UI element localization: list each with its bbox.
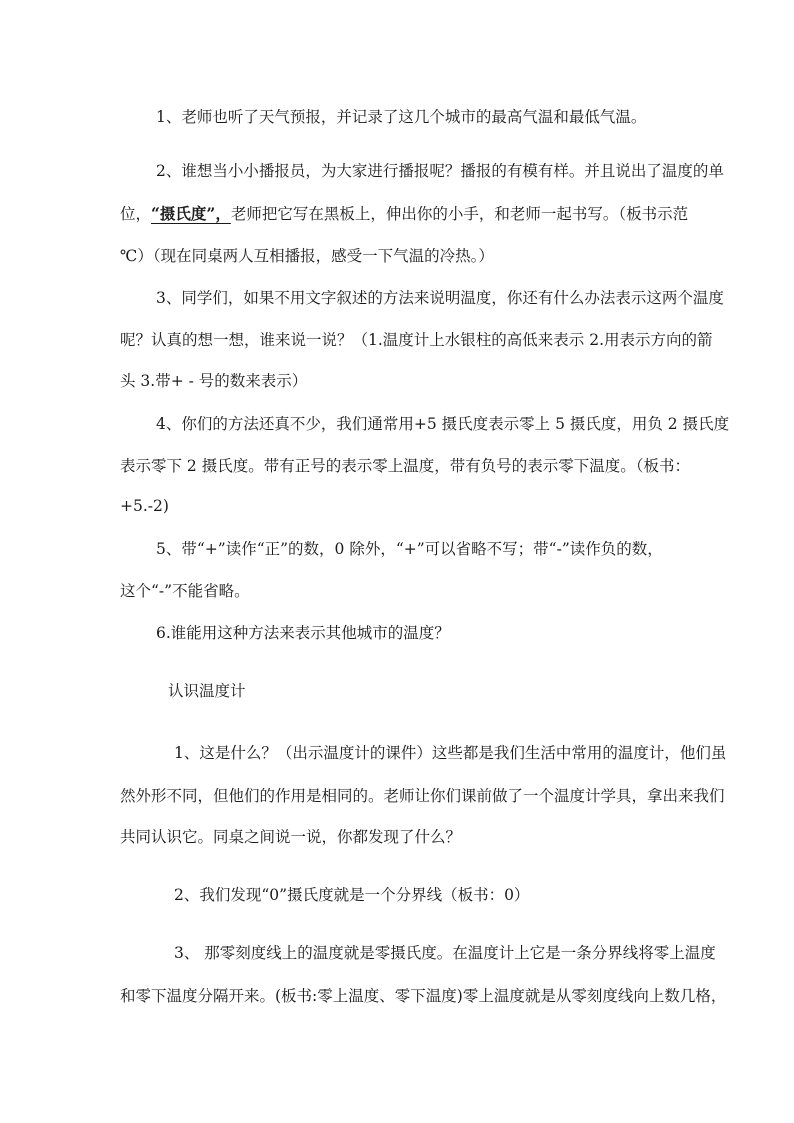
paragraph-5-line-2: 这个“-”不能省略。 (120, 582, 250, 600)
paragraph-2-line-3: ℃）（现在同桌两人互相播报，感受一下气温的冷热。） (120, 247, 494, 265)
paragraph-1: 1、老师也听了天气预报，并记录了这几个城市的最高气温和最低气温。 (156, 108, 647, 126)
paragraph-2-prefix: 位， (120, 205, 152, 223)
question-1-line-3: 共同认识它。同桌之间说一说，你都发现了什么？ (120, 828, 462, 846)
paragraph-2-line-1: 2、谁想当小小播报员，为大家进行播报呢？播报的有模有样。并且说出了温度的单 (156, 162, 724, 180)
section-heading: 认识温度计 (168, 682, 246, 700)
paragraph-2-suffix: 老师把它写在黑板上，伸出你的小手，和老师一起书写。（板书示范 (230, 205, 689, 223)
paragraph-3-line-2: 呢？认真的想一想，谁来说一说？（1.温度计上水银柱的高低来表示 2.用表示方向的箭 (120, 331, 713, 349)
paragraph-5-line-1: 5、带“+”读作“正”的数，0 除外，“+”可以省略不写；带“-”读作负的数， (156, 540, 663, 558)
question-1-line-1: 1、这是什么？（出示温度计的课件）这些都是我们生活中常用的温度计，他们虽 (174, 744, 727, 762)
paragraph-3-line-1: 3、同学们，如果不用文字叙述的方法来说明温度，你还有什么办法表示这两个温度 (156, 289, 724, 307)
paragraph-6: 6.谁能用这种方法来表示其他城市的温度？ (156, 624, 450, 642)
paragraph-4-line-2: 表示零下 2 摄氏度。带有正号的表示零上温度，带有负号的表示零下温度。（板书： (120, 457, 690, 475)
question-3-line-1: 3、 那零刻度线上的温度就是零摄氏度。在温度计上它是一条分界线将零上温度 (174, 944, 716, 962)
question-1-line-2: 然外形不同，但他们的作用是相同的。老师让你们课前做了一个温度计学具，拿出来我们 (120, 787, 725, 805)
paragraph-2-line-2 (120, 203, 688, 225)
paragraph-3-line-3: 头 3.带+ - 号的数来表示） (120, 372, 308, 390)
question-2: 2、我们发现“0”摄氏度就是一个分界线（板书：0） (174, 886, 530, 904)
paragraph-4-line-1: 4、你们的方法还真不少，我们通常用+5 摄氏度表示零上 5 摄氏度，用负 2 摄氏度 (156, 415, 730, 433)
celsius-term: “摄氏度”， (151, 204, 231, 223)
paragraph-4-line-3: +5.-2) (120, 497, 169, 515)
question-3-line-2: 和零下温度分隔开来。(板书:零上温度、零下温度)零上温度就是从零刻度线向上数几格， (120, 987, 727, 1005)
